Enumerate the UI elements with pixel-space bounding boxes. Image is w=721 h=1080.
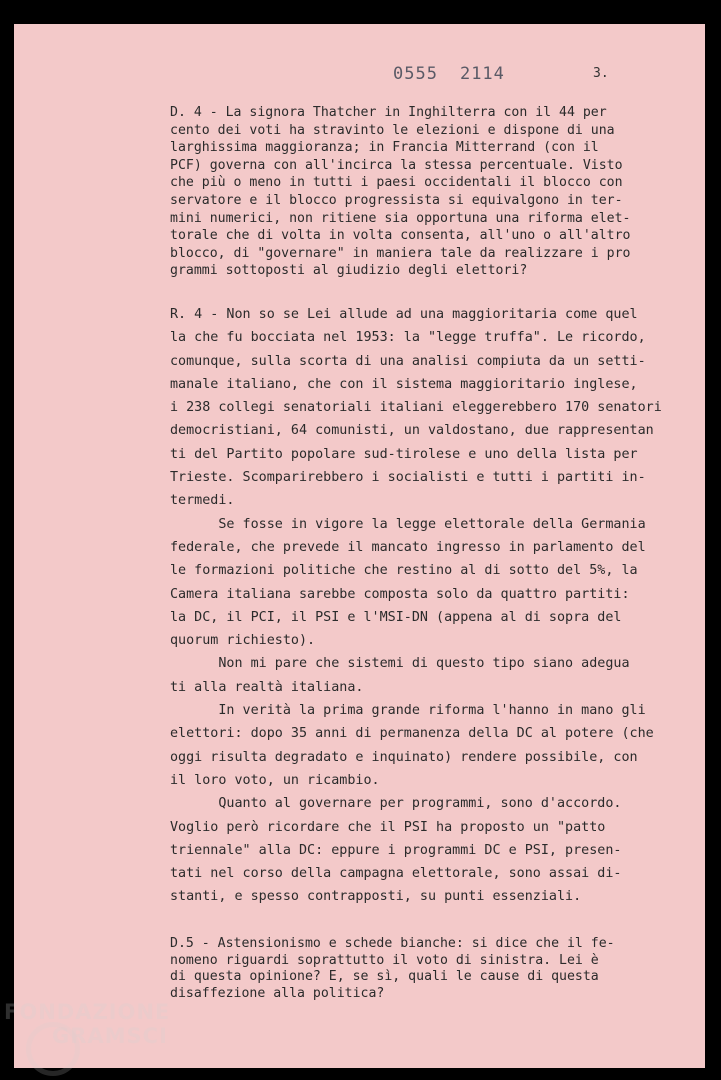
page-number: 3. <box>593 66 609 81</box>
question-5-block <box>170 936 615 1002</box>
answer-4-line: tati nel corso della campagna elettorale, sono assai di- <box>170 866 622 882</box>
answer-4-line: democristiani, 64 comunisti, un valdostano, due rappresentan <box>170 423 654 439</box>
answer-4-line: quorum richiesto). <box>170 633 316 649</box>
question-4-line: che più o meno in tutti i paesi occidentali il blocco con <box>170 175 623 191</box>
watermark-line-1: FONDAZIONE <box>4 1000 171 1024</box>
answer-4-line: manale italiano, che con il sistema maggioritario inglese, <box>170 376 638 392</box>
answer-4-line: R. 4 - Non so se Lei allude ad una maggioritaria come quel <box>170 307 638 322</box>
answer-4-line: oggi risulta degradato e inquinato) rendere possibile, con <box>170 749 638 765</box>
question-4-line: servatore e il blocco progressista si equivalgono in ter- <box>170 192 623 208</box>
answer-4-line: comunque, sulla scorta di una analisi compiuta da un setti- <box>170 353 646 369</box>
answer-4-line: elettori: dopo 35 anni di permanenza della DC al potere (che <box>170 726 654 742</box>
answer-4-line: la che fu bocciata nel 1953: la "legge truffa". Le ricordo, <box>170 330 646 346</box>
answer-4-line: Voglio però ricordare che il PSI ha proposto un "patto <box>170 819 606 835</box>
doc-number-part-b: 2114 <box>459 64 505 84</box>
answer-4-line: i 238 collegi senatoriali italiani eleggerebbero 170 senatori <box>170 400 662 416</box>
question-5-line: nomeno riguardi soprattutto il voto di sinistra. Lei è <box>170 952 599 968</box>
answer-4-line: federale, che prevede il mancato ingresso in parlamento del <box>170 539 646 555</box>
answer-4-line: le formazioni politiche che restino al di sotto del 5%, la <box>170 563 638 579</box>
watermark-logo <box>4 1000 170 1048</box>
question-4-line: blocco, di "governare" in maniera tale da realizzare i pro <box>170 245 631 261</box>
answer-4-line: la DC, il PCI, il PSI e l'MSI-DN (appena al di sopra del <box>170 609 622 625</box>
question-5-line: di questa opinione? E, se sì, quali le cause di questa <box>170 969 599 984</box>
answer-4-line: In verità la prima grande riforma l'hanno in mano gli <box>170 703 646 719</box>
question-4-line: PCF) governa con all'incirca la stessa percentuale. Visto <box>170 157 623 173</box>
question-5-line: disaffezione alla politica? <box>170 985 385 1001</box>
question-4-line: torale che di volta in volta consenta, all'uno o all'altro <box>170 228 631 244</box>
answer-4-block <box>170 303 662 909</box>
question-4-line: cento dei voti ha stravinto le elezioni e dispone di una <box>170 122 615 138</box>
question-4-line: grammi sottoposti al giudizio degli elettori? <box>170 263 528 279</box>
question-5-line: D.5 - Astensionismo e schede bianche: si dice che il fe- <box>170 936 615 951</box>
doc-number-part-a: 0555 <box>393 64 438 84</box>
question-4-line: larghissima maggioranza; in Francia Mitterrand (con il <box>170 140 599 156</box>
answer-4-line: Se fosse in vigore la legge elettorale della Germania <box>170 516 646 532</box>
archive-document-number <box>393 64 527 84</box>
answer-4-line: ti alla realtà italiana. <box>170 679 364 695</box>
answer-4-line: ti del Partito popolare sud-tirolese e uno della lista per <box>170 446 638 462</box>
answer-4-line: Non mi pare che sistemi di questo tipo siano adegua <box>170 656 630 672</box>
answer-4-line: stanti, e spesso contrapposti, su punti essenziali. <box>170 889 582 905</box>
answer-4-line: termedi. <box>170 493 235 509</box>
question-4-block <box>170 104 631 280</box>
answer-4-line: triennale" alla DC: eppure i programmi DC e PSI, presen- <box>170 842 622 858</box>
question-4-line: D. 4 - La signora Thatcher in Inghilterra con il 44 per <box>170 105 607 120</box>
answer-4-line: il loro voto, un ricambio. <box>170 772 380 788</box>
answer-4-line: Trieste. Scomparirebbero i socialisti e tutti i partiti in- <box>170 470 646 486</box>
answer-4-line: Quanto al governare per programmi, sono d'accordo. <box>170 796 622 812</box>
watermark-line-2: GRAMSCI <box>52 1024 168 1048</box>
question-4-line: mini numerici, non ritiene sia opportuna una riforma elet- <box>170 210 631 226</box>
answer-4-line: Camera italiana sarebbe composta solo da quattro partiti: <box>170 586 630 602</box>
